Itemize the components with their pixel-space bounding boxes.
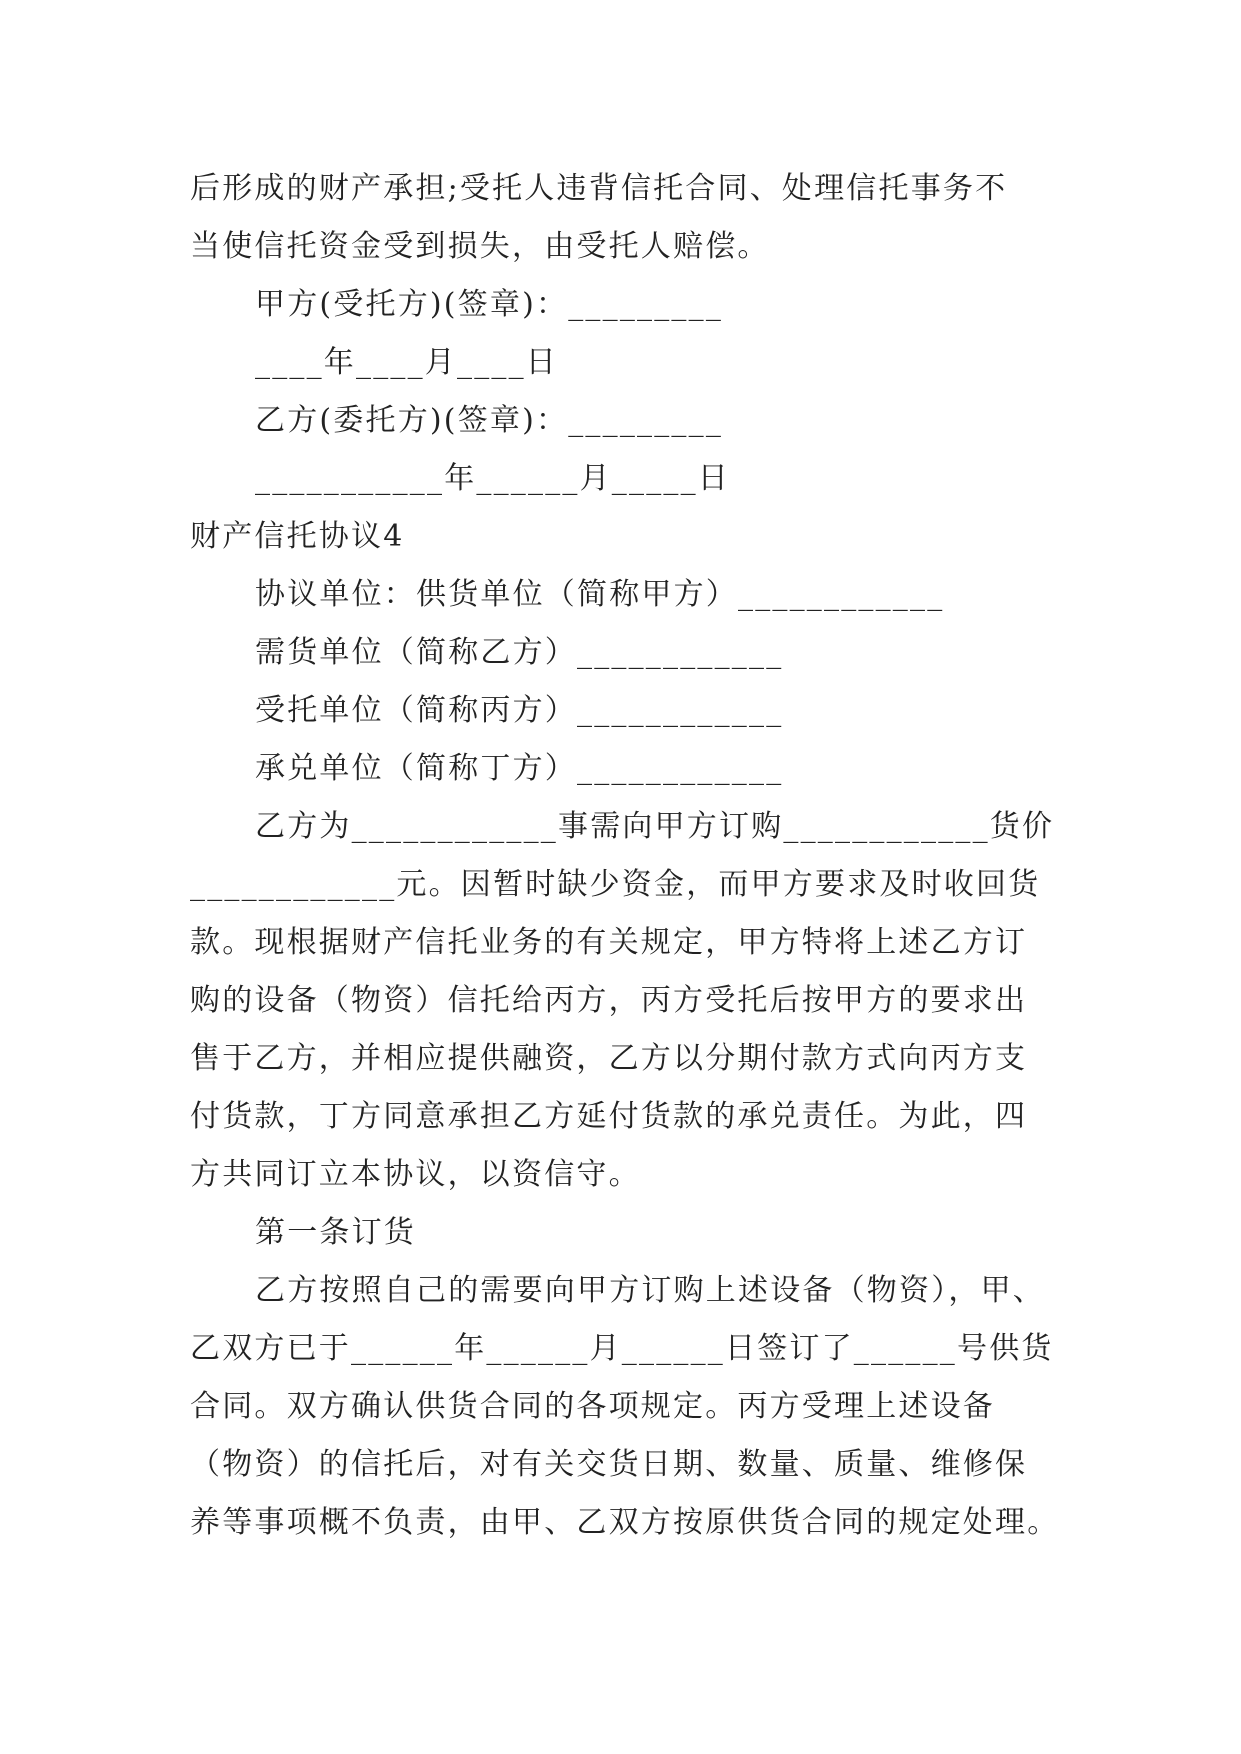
paragraph-line: ____________元。因暂时缺少资金，而甲方要求及时收回货 [190, 867, 1041, 902]
paragraph-line: 购的设备（物资）信托给丙方，丙方受托后按甲方的要求出 [190, 983, 1028, 1018]
agreement-unit-line: 需货单位（简称乙方）____________ [255, 635, 784, 670]
section-title: 财产信托协议4 [190, 519, 405, 554]
agreement-unit-line: 协议单位：供货单位（简称甲方）____________ [255, 577, 945, 612]
paragraph-line: 方共同订立本协议，以资信守。 [190, 1157, 641, 1192]
paragraph-line: 乙双方已于______年______月______日签订了______号供货 [190, 1331, 1054, 1366]
date-line-party-b: ___________年______月_____日 [255, 461, 730, 496]
agreement-unit-line: 承兑单位（简称丁方）____________ [255, 751, 784, 786]
signature-line-party-a: 甲方(受托方)(签章)：_________ [255, 287, 724, 322]
paragraph-line: 合同。双方确认供货合同的各项规定。丙方受理上述设备 [190, 1389, 995, 1424]
paragraph-line: 售于乙方，并相应提供融资，乙方以分期付款方式向丙方支 [190, 1041, 1028, 1076]
paragraph-line: 乙方按照自己的需要向甲方订购上述设备（物资），甲、 [255, 1273, 1045, 1308]
paragraph-line: 后形成的财产承担;受托人违背信托合同、处理信托事务不 [190, 171, 1008, 206]
paragraph-line: 款。现根据财产信托业务的有关规定，甲方特将上述乙方订 [190, 925, 1028, 960]
signature-line-party-b: 乙方(委托方)(签章)：_________ [255, 403, 724, 438]
article-heading: 第一条订货 [255, 1215, 416, 1250]
paragraph-line: 付货款，丁方同意承担乙方延付货款的承兑责任。为此，四 [190, 1099, 1028, 1134]
paragraph-line: 乙方为____________事需向甲方订购____________货价 [255, 809, 1055, 844]
date-line-party-a: ____年____月____日 [255, 345, 558, 380]
paragraph-line: 当使信托资金受到损失，由受托人赔偿。 [190, 229, 770, 264]
document-body [190, 160, 1060, 1552]
paragraph-line: （物资）的信托后，对有关交货日期、数量、质量、维修保 [190, 1447, 1028, 1482]
paragraph-line: 养等事项概不负责，由甲、乙双方按原供货合同的规定处理。 [190, 1505, 1060, 1540]
agreement-unit-line: 受托单位（简称丙方）____________ [255, 693, 784, 728]
